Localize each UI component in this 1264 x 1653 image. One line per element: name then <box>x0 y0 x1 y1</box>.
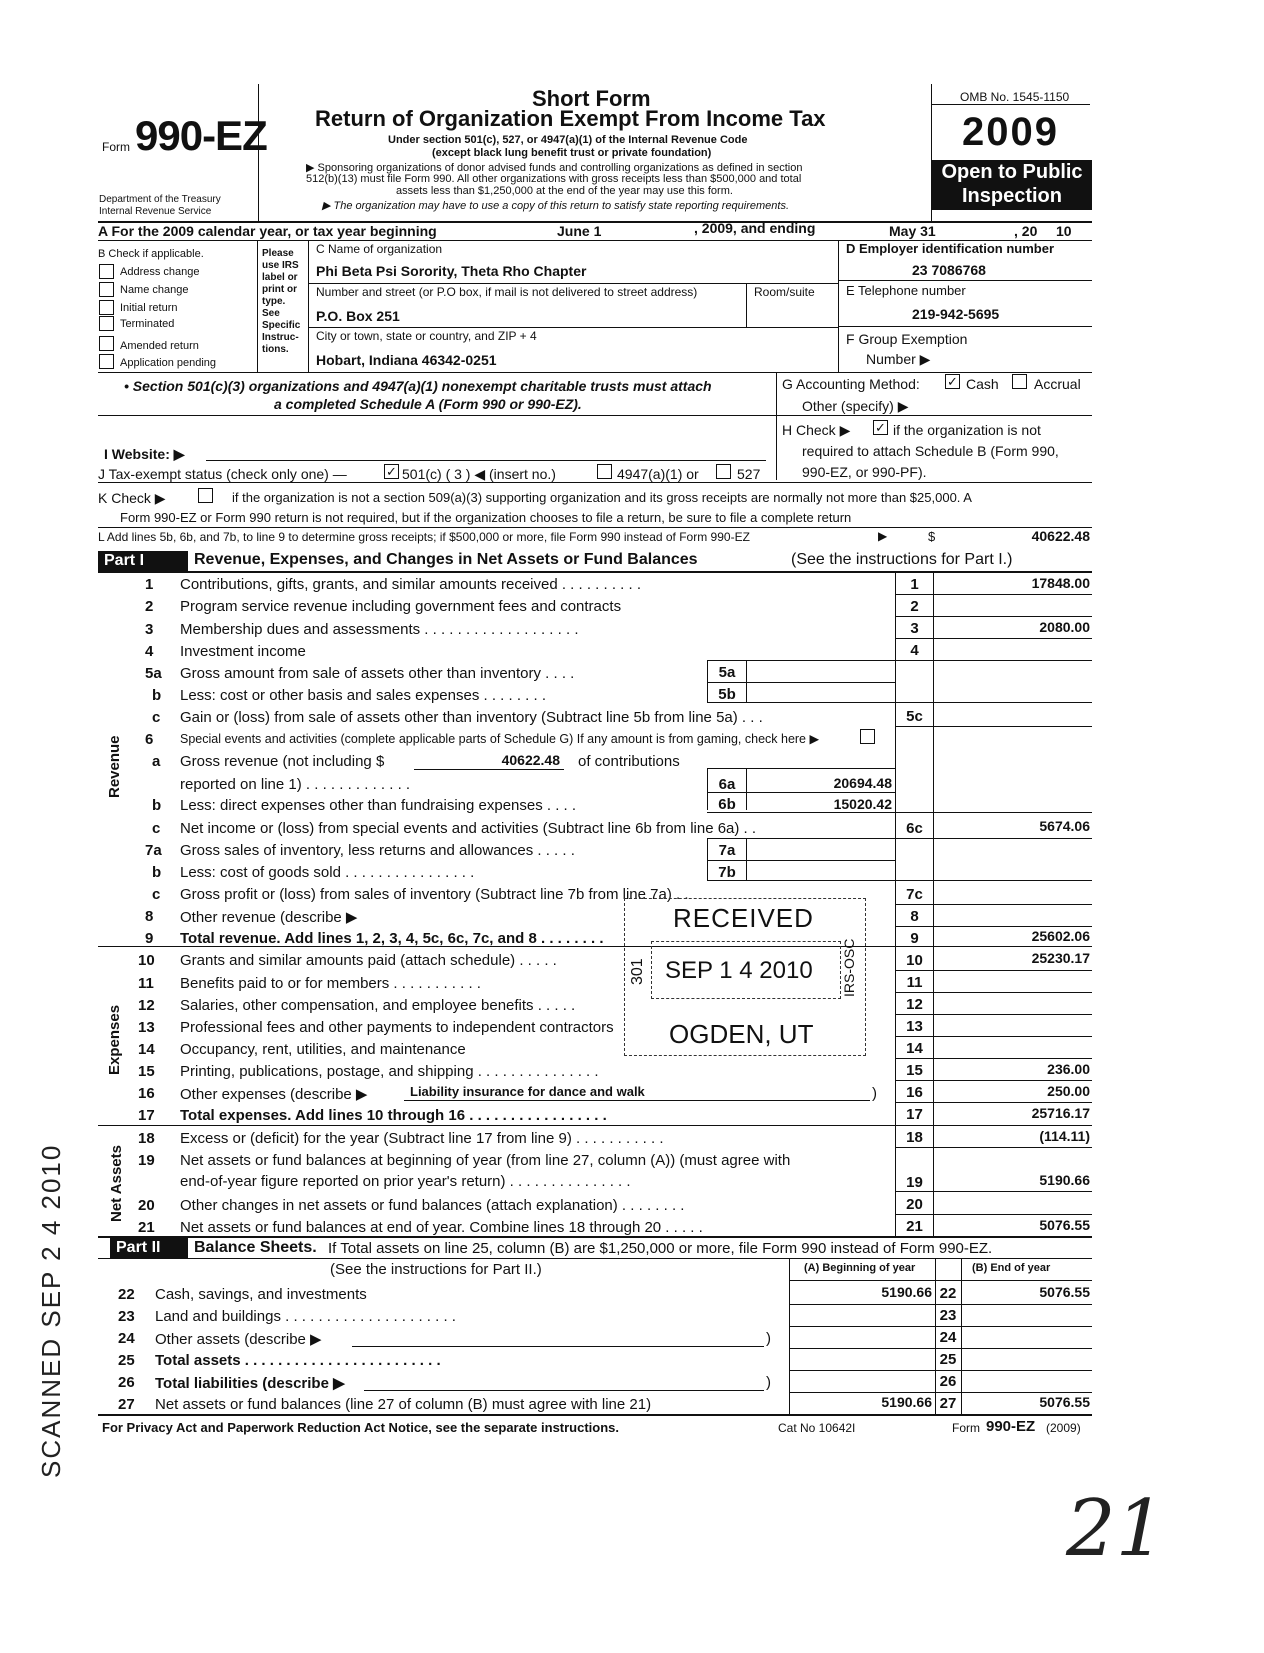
line-num: 11 <box>138 975 154 992</box>
col-b-amount: 5076.55 <box>1039 1284 1090 1300</box>
line-box: 14 <box>906 1040 923 1057</box>
cash-label: Cash <box>966 376 999 392</box>
line-num: 22 <box>118 1286 135 1303</box>
please-line: type. <box>262 296 286 307</box>
footer-form-label: Form <box>952 1421 980 1435</box>
line-box: 17 <box>906 1106 923 1123</box>
line-desc: Gross amount from sale of assets other than inventory . . . . <box>180 665 575 682</box>
l-arrow: ▶ <box>878 529 888 543</box>
line-box: 4 <box>910 642 919 659</box>
initial-return-label: Initial return <box>120 302 178 314</box>
group-number-label: Number ▶ <box>866 351 931 367</box>
line-box: 5c <box>906 708 923 725</box>
line-num: 26 <box>118 1374 135 1391</box>
line-box: 5a <box>718 664 736 681</box>
line-num: 21 <box>138 1219 155 1236</box>
org-name-label: C Name of organization <box>316 242 443 256</box>
line-amount: 5190.66 <box>1039 1172 1090 1188</box>
line-amount: 15020.42 <box>833 796 892 812</box>
h-check-text: if the organization is not <box>893 422 1041 438</box>
line-box: 6c <box>906 820 923 837</box>
city-state-zip: Hobart, Indiana 46342-0251 <box>316 352 497 368</box>
footer-form-number: 990-EZ <box>986 1418 1036 1435</box>
open-line-2: Inspection <box>961 185 1062 207</box>
line-num: 12 <box>138 997 155 1014</box>
application-pending-label: Application pending <box>120 357 217 369</box>
line-desc: Net assets or fund balances at beginning of year (from line 27, column (A)) (must agree with <box>180 1152 791 1169</box>
line-box: 24 <box>939 1329 957 1346</box>
col-b-header: (B) End of year <box>972 1262 1051 1274</box>
schedule-a-note-1: • Section 501(c)(3) organizations and 4947(a)(1) nonexempt charitable trusts must attach <box>124 378 712 394</box>
line-16-description: Liability insurance for dance and walk <box>410 1084 645 1099</box>
of-contributions-label: of contributions <box>578 753 680 770</box>
line-desc: Less: cost or other basis and sales expenses . . . . . . . . <box>180 687 547 704</box>
part-2-title: Balance Sheets. <box>194 1239 317 1256</box>
line-desc: Other expenses (describe ▶ <box>180 1086 368 1103</box>
form-number: 990-EZ <box>135 112 267 159</box>
line-desc: Membership dues and assessments . . . . . . . . . . . . . . . . . . . <box>180 621 579 638</box>
please-line: Please <box>262 248 294 259</box>
phone-label: E Telephone number <box>846 283 966 298</box>
line-amount: 25716.17 <box>1031 1105 1090 1121</box>
accounting-method-label: G Accounting Method: <box>782 376 920 392</box>
terminated-checkbox[interactable] <box>99 316 114 331</box>
line-box: 5b <box>718 686 736 703</box>
line-num: 15 <box>138 1063 155 1080</box>
line-box: 20 <box>906 1196 923 1213</box>
check-applicable-title: B Check if applicable. <box>98 248 204 260</box>
line-desc: Grants and similar amounts paid (attach schedule) . . . . . <box>180 952 557 969</box>
line-a-end: May 31 <box>889 223 936 239</box>
line-num: 25 <box>118 1352 135 1369</box>
line-box: 11 <box>906 974 923 991</box>
line-num: c <box>152 820 161 837</box>
line-amount: 5674.06 <box>1039 818 1090 834</box>
line-box: 23 <box>939 1307 957 1324</box>
footer-form-year: (2009) <box>1046 1421 1081 1435</box>
accrual-label: Accrual <box>1034 376 1081 392</box>
h-check-label: H Check ▶ <box>782 422 851 438</box>
org-name: Phi Beta Psi Sorority, Theta Rho Chapter <box>316 263 587 279</box>
line-amount: 17848.00 <box>1031 575 1090 591</box>
col-a-amount: 5190.66 <box>881 1394 932 1410</box>
initial-return-checkbox[interactable] <box>99 300 114 315</box>
line-desc: Contributions, gifts, grants, and similar amounts received . . . . . . . . . . <box>180 576 642 593</box>
k-text-1: if the organization is not a section 509(a)(3) supporting organization and its gross receipts are normally not more than $25,000. A <box>232 490 972 505</box>
line-box: 25 <box>939 1351 957 1368</box>
status-501c-label: 501(c) ( 3 ) ◀ (insert no.) <box>402 466 556 482</box>
gaming-checkbox[interactable] <box>860 729 875 744</box>
col-a-header: (A) Beginning of year <box>804 1262 916 1274</box>
k-text-2: Form 990-EZ or Form 990 return is not required, but if the organization chooses to file a return, be sure to file a complete return <box>120 510 852 525</box>
stamp-right-code: IRS-OSC <box>841 938 857 997</box>
line-box: 26 <box>939 1373 957 1390</box>
amended-return-checkbox[interactable] <box>99 336 114 351</box>
line-amount: 250.00 <box>1047 1083 1090 1099</box>
line-desc: Other assets (describe ▶ <box>155 1331 322 1348</box>
line-box: 7a <box>718 842 736 859</box>
side-label-net-assets: Net Assets <box>108 1145 125 1222</box>
line-desc: Total assets . . . . . . . . . . . . . . . . . . . . . . . . <box>155 1352 441 1369</box>
line-desc: Net assets or fund balances at end of year. Combine lines 18 through 20 . . . . . <box>180 1219 703 1236</box>
col-a-amount: 5190.66 <box>881 1284 932 1300</box>
open-line-1: Open to Public <box>941 161 1083 183</box>
group-exemption-label: F Group Exemption <box>846 331 968 347</box>
line-box: 27 <box>939 1395 957 1412</box>
line-num: 13 <box>138 1019 155 1036</box>
part-1-title: Revenue, Expenses, and Changes in Net Assets or Fund Balances <box>194 551 698 568</box>
line-num: 2 <box>145 598 154 615</box>
line-desc: Total expenses. Add lines 10 through 16 . . . . . . . . . . . . . . . . . <box>180 1107 607 1124</box>
line-num: 23 <box>118 1308 135 1325</box>
line-box: 18 <box>906 1129 923 1146</box>
privacy-notice: For Privacy Act and Paperwork Reduction Act Notice, see the separate instructions. <box>102 1420 620 1435</box>
line-num: 24 <box>118 1330 135 1347</box>
line-num: 6 <box>145 731 154 748</box>
stamp-left-code: 301 <box>629 958 646 985</box>
line-num: 9 <box>145 930 154 947</box>
line-num: 10 <box>138 952 155 969</box>
line-box: 22 <box>939 1285 957 1302</box>
received-stamp <box>624 898 866 1056</box>
address-change-checkbox[interactable] <box>99 264 114 279</box>
please-line: tions. <box>262 344 289 355</box>
line-num: 17 <box>138 1107 155 1124</box>
line-num: c <box>152 886 161 903</box>
sponsor-line-3: assets less than $1,250,000 at the end of the year may use this form. <box>396 185 733 197</box>
line-desc: Occupancy, rent, utilities, and maintenance <box>180 1041 466 1058</box>
l-dollar: $ <box>928 529 936 544</box>
line-num: 27 <box>118 1396 135 1413</box>
under-section: Under section 501(c), 527, or 4947(a)(1) of the Internal Revenue Code <box>388 134 748 146</box>
line-num: b <box>152 797 162 814</box>
line-num: 14 <box>138 1041 155 1058</box>
line-box: 10 <box>906 952 923 969</box>
form-title: Return of Organization Exempt From Income Tax <box>315 106 826 131</box>
catalog-number: Cat No 10642I <box>778 1421 856 1435</box>
line-box: 13 <box>906 1018 923 1035</box>
line-amount: (114.11) <box>1039 1128 1090 1144</box>
line-a-mid: , 2009, and ending <box>694 220 816 236</box>
ein-label: D Employer identification number <box>846 241 1055 256</box>
h-check-text-2: required to attach Schedule B (Form 990, <box>802 443 1059 459</box>
line-desc: Total liabilities (describe ▶ <box>155 1375 345 1392</box>
line-a-begin: June 1 <box>557 223 602 239</box>
state-note: ▶ The organization may have to use a copy of this return to satisfy state reporting requirements. <box>322 200 790 212</box>
line-desc: Other revenue (describe ▶ <box>180 909 358 926</box>
amended-return-label: Amended return <box>120 340 199 352</box>
short-form-title: Short Form <box>532 86 651 111</box>
street-address: P.O. Box 251 <box>316 308 400 324</box>
k-check-label: K Check ▶ <box>98 490 166 506</box>
line-num: 8 <box>145 908 154 925</box>
address-change-label: Address change <box>120 266 200 278</box>
line-box: 7c <box>906 886 923 903</box>
other-specify-label: Other (specify) ▶ <box>802 398 909 414</box>
line-desc: Printing, publications, postage, and shipping . . . . . . . . . . . . . . . <box>180 1063 599 1080</box>
except-line: (except black lung benefit trust or private foundation) <box>432 147 712 159</box>
please-line: Instruc- <box>262 332 299 343</box>
line-a-yr: 10 <box>1056 223 1072 239</box>
gross-6a-contributions: 40622.48 <box>501 752 560 768</box>
gross-receipts-amount: 40622.48 <box>1031 528 1090 544</box>
line-num: a <box>152 753 161 770</box>
line-box: 12 <box>906 996 923 1013</box>
street-label: Number and street (or P.O box, if mail is not delivered to street address) <box>316 285 698 299</box>
side-label-expenses: Expenses <box>106 1004 123 1075</box>
line-amount: 25230.17 <box>1031 950 1090 966</box>
line-box: 8 <box>910 908 919 925</box>
line-num: 4 <box>145 643 154 660</box>
line-num: b <box>152 687 162 704</box>
name-change-label: Name change <box>120 284 189 296</box>
line-desc: Net assets or fund balances (line 27 of column (B) must agree with line 21) <box>155 1396 652 1413</box>
line-amount: 25602.06 <box>1031 928 1090 944</box>
close-paren: ) <box>872 1085 877 1102</box>
sponsor-line-2: 512(b)(13) must file Form 990. All other organizations with gross receipts less than $500,000 and total <box>306 173 802 185</box>
part-2-tag: Part II <box>110 1238 188 1258</box>
status-4947-checkbox[interactable] <box>597 464 612 479</box>
line-desc: Land and buildings . . . . . . . . . . . . . . . . . . . . . <box>155 1308 456 1325</box>
part-2-subtitle: If Total assets on line 25, column (B) are $1,250,000 or more, file Form 990 instead of Form 990-EZ. <box>328 1240 993 1257</box>
line-desc: Cash, savings, and investments <box>155 1286 367 1303</box>
line-box: 16 <box>906 1084 923 1101</box>
website-label: I Website: ▶ <box>104 446 185 462</box>
please-line: use IRS <box>262 260 299 271</box>
please-line: See <box>262 308 280 319</box>
line-desc: Less: direct expenses other than fundraising expenses . . . . <box>180 797 577 814</box>
part-1-tag: Part I <box>98 551 188 571</box>
line-desc: end-of-year figure reported on prior year's return) . . . . . . . . . . . . . . . <box>180 1173 631 1190</box>
part-1-see: (See the instructions for Part I.) <box>791 551 1013 568</box>
line-a-yr-prefix: , 20 <box>1014 223 1038 239</box>
line-num: c <box>152 709 161 726</box>
line-num: 16 <box>138 1085 155 1102</box>
line-desc: Excess or (deficit) for the year (Subtract line 17 from line 9) . . . . . . . . . . . <box>180 1130 664 1147</box>
col-b-amount: 5076.55 <box>1039 1394 1090 1410</box>
line-box: 3 <box>910 620 919 637</box>
irs-label: Internal Revenue Service <box>99 206 212 217</box>
line-box: 7b <box>718 864 736 881</box>
line-desc: Professional fees and other payments to independent contractors <box>180 1019 614 1036</box>
l-text: L Add lines 5b, 6b, and 7b, to line 9 to determine gross receipts; if $500,000 or more, file Form 990 instead of Form 990-EZ <box>98 530 750 544</box>
sponsor-line-1: ▶ Sponsoring organizations of donor advised funds and controlling organizations as defined in section <box>306 162 803 174</box>
close-paren: ) <box>766 1374 771 1391</box>
k-checkbox[interactable] <box>198 488 213 503</box>
please-use-label <box>262 248 300 356</box>
line-amount: 20694.48 <box>833 775 892 791</box>
schedule-b-checkbox[interactable]: ✓ <box>873 420 888 435</box>
side-label-revenue: Revenue <box>106 735 123 798</box>
tax-year: 2009 <box>962 110 1059 154</box>
received-text: RECEIVED <box>673 903 814 933</box>
status-501c-checkbox[interactable]: ✓ <box>384 464 399 479</box>
line-desc: Gross profit or (loss) from sales of inventory (Subtract line 7b from line 7a) . . <box>180 886 689 903</box>
open-to-public <box>932 160 1092 210</box>
line-desc: Benefits paid to or for members . . . . . . . . . . . <box>180 975 481 992</box>
line-num: 20 <box>138 1197 155 1214</box>
line-num: 19 <box>138 1152 155 1169</box>
scanned-stamp: SCANNED SEP 2 4 2010 <box>36 1143 66 1478</box>
form-label: Form <box>102 140 130 154</box>
line-box: 9 <box>910 930 919 947</box>
line-desc: Gross sales of inventory, less returns and allowances . . . . . <box>180 842 575 859</box>
room-suite-label: Room/suite <box>754 285 815 299</box>
part-2-see: (See the instructions for Part II.) <box>330 1261 542 1278</box>
cash-checkbox[interactable]: ✓ <box>945 374 960 389</box>
line-amount: 2080.00 <box>1039 619 1090 635</box>
omb-number: OMB No. 1545-1150 <box>960 90 1070 104</box>
line-num: b <box>152 864 162 881</box>
tax-exempt-status-label: J Tax-exempt status (check only one) — <box>98 466 347 482</box>
line-num: 18 <box>138 1130 155 1147</box>
line-desc: Gross revenue (not including $ <box>180 753 385 770</box>
dept-treasury: Department of the Treasury <box>99 194 221 205</box>
line-desc: Investment income <box>180 643 306 660</box>
line-num: 5a <box>145 665 162 682</box>
line-desc: Special events and activities (complete applicable parts of Schedule G) If any amount is from gaming, check here ▶ <box>180 732 820 746</box>
line-num: 3 <box>145 621 154 638</box>
line-num: 1 <box>145 576 154 593</box>
city-label: City or town, state or country, and ZIP + 4 <box>316 329 537 343</box>
status-527-checkbox[interactable] <box>716 464 731 479</box>
line-amount: 236.00 <box>1047 1061 1090 1077</box>
line-desc: Net income or (loss) from special events and activities (Subtract line 6b from line 6a) . . <box>180 820 757 837</box>
terminated-label: Terminated <box>120 318 175 330</box>
please-line: Specific <box>262 320 301 331</box>
line-desc: Other changes in net assets or fund balances (attach explanation) . . . . . . . . <box>180 1197 685 1214</box>
handwritten-page-number: 21 <box>1066 1484 1166 1574</box>
please-line: label or <box>262 272 298 283</box>
line-box: 6a <box>718 776 736 793</box>
h-check-text-3: 990-EZ, or 990-PF). <box>802 464 927 480</box>
status-527-label: 527 <box>737 466 761 482</box>
accrual-checkbox[interactable] <box>1012 374 1027 389</box>
line-num: 7a <box>145 842 162 859</box>
line-desc: Gain or (loss) from sale of assets other than inventory (Subtract line 5b from line 5a) . . . <box>180 709 763 726</box>
status-4947-label: 4947(a)(1) or <box>617 466 699 482</box>
line-desc: Program service revenue including government fees and contracts <box>180 598 622 615</box>
line-desc: Less: cost of goods sold . . . . . . . . . . . . . . . . <box>180 864 475 881</box>
line-a-label: A For the 2009 calendar year, or tax year beginning <box>98 223 437 239</box>
line-box: 21 <box>906 1218 923 1235</box>
line-amount: 5076.55 <box>1039 1217 1090 1233</box>
name-change-checkbox[interactable] <box>99 282 114 297</box>
schedule-a-note-2: a completed Schedule A (Form 990 or 990-EZ). <box>274 396 582 412</box>
line-box: 15 <box>906 1062 923 1079</box>
line-box: 19 <box>906 1174 923 1191</box>
reported-on-line-1: reported on line 1) . . . . . . . . . . . . . <box>180 776 411 793</box>
please-line: print or <box>262 284 297 295</box>
line-box: 1 <box>910 576 919 593</box>
line-box: 6b <box>718 796 736 813</box>
stamp-city: OGDEN, UT <box>669 1019 814 1049</box>
line-desc: Salaries, other compensation, and employee benefits . . . . . <box>180 997 576 1014</box>
line-desc: Total revenue. Add lines 1, 2, 3, 4, 5c, 6c, 7c, and 8 . . . . . . . . <box>180 930 604 947</box>
close-paren: ) <box>766 1330 771 1347</box>
line-box: 2 <box>910 598 919 615</box>
received-date: SEP 1 4 2010 <box>665 957 813 984</box>
application-pending-checkbox[interactable] <box>99 354 114 369</box>
ein-value: 23 7086768 <box>912 262 986 278</box>
phone-value: 219-942-5695 <box>912 306 1000 322</box>
